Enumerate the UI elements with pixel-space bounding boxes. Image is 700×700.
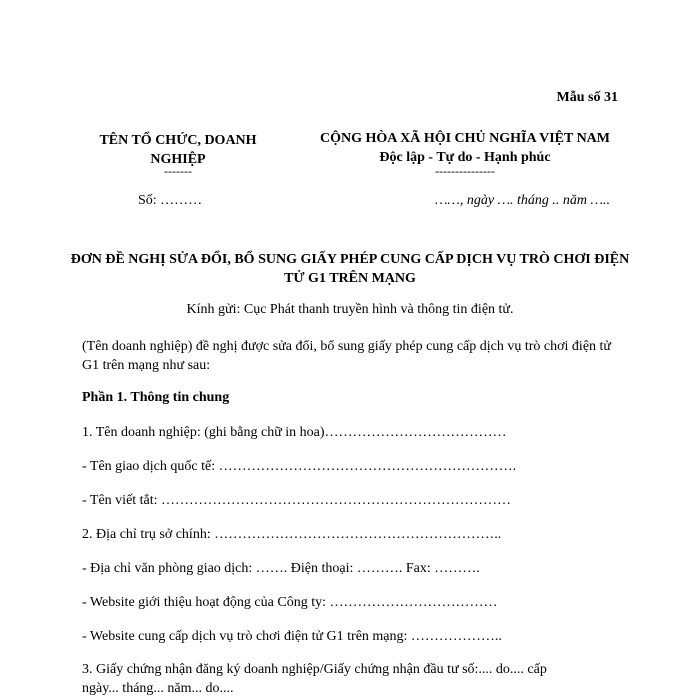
field-line: ngày... tháng... năm... do.... <box>82 681 234 696</box>
intro-paragraph: (Tên doanh nghiệp) đề nghị được sửa đổi, bổ sung giấy phép cung cấp dịch vụ trò chơi điện tử G1 trên mạng như sau: <box>82 339 612 373</box>
field-line: 1. Tên doanh nghiệp: (ghi bằng chữ in hoa)………………………………… <box>82 425 507 440</box>
national-title: CỘNG HÒA XÃ HỘI CHỦ NGHĨA VIỆT NAM <box>319 131 610 146</box>
national-motto: Độc lập - Tự do - Hạnh phúc <box>379 150 551 165</box>
section-heading: Phần 1. Thông tin chung <box>82 390 230 405</box>
document-title: ĐƠN ĐỀ NGHỊ SỬA ĐỔI, BỔ SUNG GIẤY PHÉP CUNG CẤP DỊCH VỤ TRÒ CHƠI ĐIỆN TỬ G1 TRÊN MẠNG <box>70 252 630 286</box>
motto-divider: --------------- <box>435 164 495 178</box>
form-number: Mẫu số 31 <box>556 90 618 105</box>
organization-divider: ------- <box>164 164 192 178</box>
field-line: - Website cung cấp dịch vụ trò chơi điện tử G1 trên mạng: ……………….. <box>82 629 502 644</box>
document-number: Số: ……… <box>138 193 203 208</box>
organization-name: TÊN TỔ CHỨC, DOANH NGHIỆP <box>99 133 257 167</box>
field-line: - Website giới thiệu hoạt động của Công ty: ……………………………… <box>82 595 498 610</box>
recipient-line: Kính gửi: Cục Phát thanh truyền hình và thông tin điện tử. <box>186 302 514 317</box>
field-line: 2. Địa chỉ trụ sở chính: …………………………………………………….. <box>82 527 502 542</box>
field-line: - Tên viết tắt: ………………………………………………………………… <box>82 493 512 508</box>
field-line: 3. Giấy chứng nhận đăng ký doanh nghiệp/Giấy chứng nhận đầu tư số:.... do.... cấp <box>82 662 547 677</box>
field-line: - Địa chỉ văn phòng giao dịch: ……. Điện thoại: ………. Fax: ………. <box>82 561 480 576</box>
document-date: ……, ngày …. tháng .. năm ….. <box>434 193 610 208</box>
field-line: - Tên giao dịch quốc tế: ………………………………………………………. <box>82 459 517 474</box>
